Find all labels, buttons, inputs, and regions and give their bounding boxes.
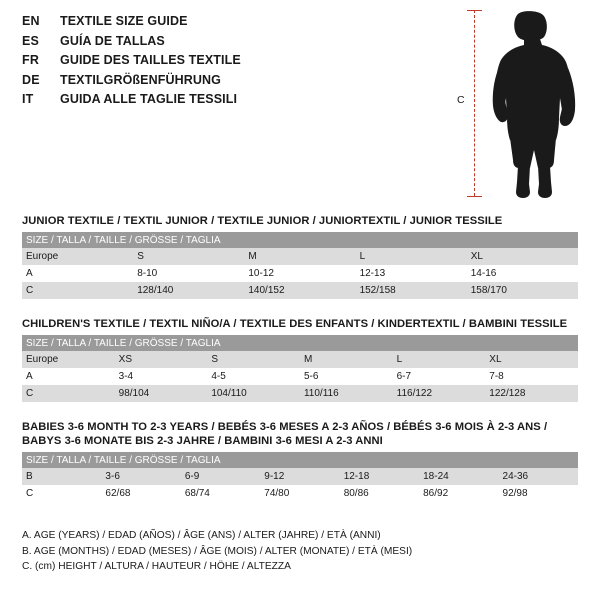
table-row	[22, 368, 578, 385]
language-title: GUÍA DE TALLAS	[60, 33, 165, 48]
table-row	[22, 282, 578, 299]
language-code: EN	[22, 14, 40, 28]
cell: 12-13	[356, 265, 467, 282]
table-band-row	[22, 452, 578, 468]
cell: 122/128	[485, 385, 578, 402]
height-measure-cap-bottom	[467, 196, 482, 197]
section-title: BABIES 3-6 MONTH TO 2-3 YEARS / BEBÉS 3-6 MESES A 2-3 AÑOS / BÉBÉS 3-6 MOIS À 2-3 ANS / BABYS 3-6 MONATE BIS 2-3 JAHRE / BAMBINI 3-6 MESI A 2-3 ANNI	[22, 421, 548, 447]
cell: XS	[115, 351, 208, 368]
cell: 10-12	[244, 265, 355, 282]
cell: 24-36	[499, 468, 578, 485]
height-measure-label: C	[457, 94, 465, 106]
cell: 5-6	[300, 368, 393, 385]
row-label: A	[22, 368, 115, 385]
language-title: GUIDE DES TAILLES TEXTILE	[60, 53, 241, 67]
cell: 62/68	[101, 485, 180, 502]
height-measure-cap-top	[467, 10, 482, 11]
cell: 3-6	[101, 468, 180, 485]
table-row	[22, 385, 578, 402]
language-title-block	[22, 14, 352, 112]
row-label: Europe	[22, 248, 133, 265]
footnote-age-years: A. AGE (YEARS) / EDAD (AÑOS) / ÂGE (ANS) / ALTER (JAHRE) / ETÀ (ANNI)	[22, 530, 381, 541]
cell: XL	[467, 248, 578, 265]
section-title: CHILDREN'S TEXTILE / TEXTIL NIÑO/A / TEXTILE DES ENFANTS / KINDERTEXTIL / BAMBINI TESSILE	[22, 318, 568, 330]
section-title: JUNIOR TEXTILE / TEXTIL JUNIOR / TEXTILE JUNIOR / JUNIORTEXTIL / JUNIOR TESSILE	[22, 215, 503, 227]
cell: 18-24	[419, 468, 498, 485]
band-label: SIZE / TALLA / TAILLE / GRÖSSE / TAGLIA	[22, 232, 578, 248]
cell: 8-10	[133, 265, 244, 282]
cell: 12-18	[340, 468, 419, 485]
language-code: DE	[22, 72, 40, 87]
cell: 7-8	[485, 368, 578, 385]
babies-size-table	[22, 452, 578, 502]
cell: 140/152	[244, 282, 355, 299]
cell: L	[356, 248, 467, 265]
row-label: C	[22, 385, 115, 402]
row-label: C	[22, 282, 133, 299]
toddler-silhouette-icon	[486, 10, 582, 200]
language-row	[22, 53, 352, 73]
table-row	[22, 351, 578, 368]
cell: M	[300, 351, 393, 368]
footnote-age-months: B. AGE (MONTHS) / EDAD (MESES) / ÂGE (MOIS) / ALTER (MONATE) / ETÀ (MESI)	[22, 545, 413, 557]
footnotes	[22, 528, 578, 575]
junior-size-table	[22, 232, 578, 299]
table-row	[22, 265, 578, 282]
cell: 9-12	[260, 468, 339, 485]
footnote-height: C. (cm) HEIGHT / ALTURA / HAUTEUR / HÖHE / ALTEZZA	[22, 561, 291, 572]
language-title: TEXTILE SIZE GUIDE	[60, 14, 188, 28]
cell: S	[133, 248, 244, 265]
cell: 92/98	[499, 485, 578, 502]
cell: 4-5	[207, 368, 300, 385]
cell: 3-4	[115, 368, 208, 385]
section-childrens-textile	[22, 317, 578, 402]
row-label: Europe	[22, 351, 115, 368]
cell: M	[244, 248, 355, 265]
cell: 158/170	[467, 282, 578, 299]
language-row	[22, 73, 352, 93]
cell: 80/86	[340, 485, 419, 502]
cell: 6-9	[181, 468, 260, 485]
section-junior-textile	[22, 214, 578, 299]
language-title: TEXTILGRÖßENFÜHRUNG	[60, 72, 221, 87]
cell: 104/110	[207, 385, 300, 402]
language-row	[22, 34, 352, 54]
band-label: SIZE / TALLA / TAILLE / GRÖSSE / TAGLIA	[22, 335, 578, 351]
language-code: IT	[22, 92, 34, 106]
cell: 86/92	[419, 485, 498, 502]
cell: 128/140	[133, 282, 244, 299]
language-row	[22, 14, 352, 34]
row-label: B	[22, 468, 101, 485]
cell: 116/122	[393, 385, 486, 402]
band-label: SIZE / TALLA / TAILLE / GRÖSSE / TAGLIA	[22, 452, 578, 468]
cell: 14-16	[467, 265, 578, 282]
cell: 152/158	[356, 282, 467, 299]
section-babies-textile	[22, 420, 578, 502]
table-row	[22, 248, 578, 265]
cell: 68/74	[181, 485, 260, 502]
figure-area	[452, 8, 582, 203]
language-title: GUIDA ALLE TAGLIE TESSILI	[60, 92, 238, 106]
language-row	[22, 92, 352, 112]
cell: 74/80	[260, 485, 339, 502]
language-code: FR	[22, 53, 40, 67]
cell: 110/116	[300, 385, 393, 402]
table-band-row	[22, 335, 578, 351]
children-size-table	[22, 335, 578, 402]
table-row	[22, 468, 578, 485]
table-band-row	[22, 232, 578, 248]
cell: XL	[485, 351, 578, 368]
cell: 6-7	[393, 368, 486, 385]
cell: 98/104	[115, 385, 208, 402]
table-row	[22, 485, 578, 502]
height-measure-line	[474, 10, 475, 196]
row-label: C	[22, 485, 101, 502]
cell: L	[393, 351, 486, 368]
row-label: A	[22, 265, 133, 282]
language-code: ES	[22, 33, 40, 48]
cell: S	[207, 351, 300, 368]
